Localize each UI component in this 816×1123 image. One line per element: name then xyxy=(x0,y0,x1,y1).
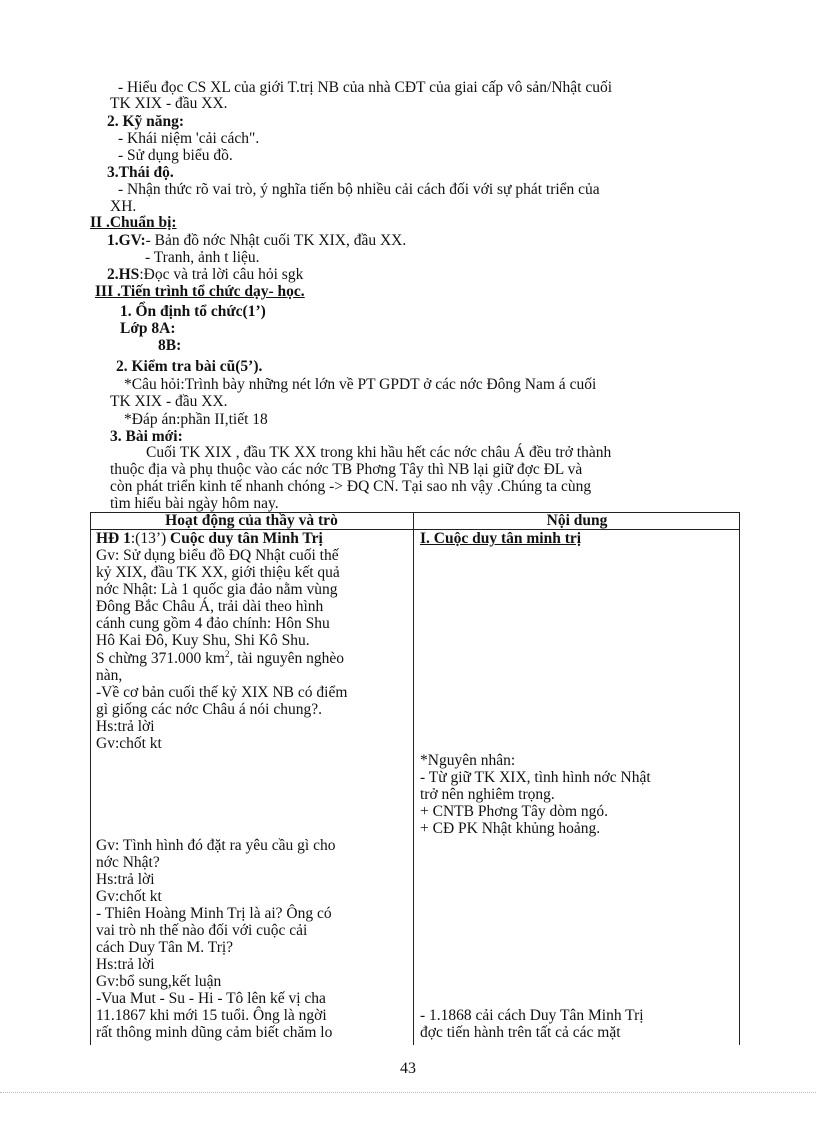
activity-line: Hô Kai Đô, Kuy Shu, Shi Kô Shu. xyxy=(96,632,310,649)
class-8a: Lớp 8A: xyxy=(120,320,176,337)
attitude-heading: 3.Thái độ. xyxy=(107,164,174,181)
activity-line: kỷ XIX, đầu TK XX, giới thiệu kết quả xyxy=(96,564,340,581)
new-lesson-line-1: Cuối TK XIX , đầu TK XX trong khi hầu hết các nớc châu Á đều trở thành xyxy=(146,444,612,461)
area-suffix: , tài nguyên nghèo xyxy=(229,650,344,667)
activity-line: cánh cung gồm 4 đảo chính: Hôn Shu xyxy=(96,615,330,632)
table-header-content: Nội dung xyxy=(546,512,608,529)
prep-hs-row xyxy=(107,266,303,283)
content-line: + CĐ PK Nhật khủng hoảng. xyxy=(420,820,601,837)
activity-1-title: Cuộc duy tân Minh Trị xyxy=(170,530,323,547)
prep-heading: II .Chuẩn bị: xyxy=(90,214,177,231)
activity-line: - Thiên Hoàng Minh Trị là ai? Ông có xyxy=(96,905,332,922)
activity-line: Gv: Tình hình đó đặt ra yêu cầu gì cho xyxy=(96,837,336,854)
new-lesson-line-3: còn phát triển kinh tế nhanh chóng -> ĐQ CN. Tại sao nh vậy .Chúng ta cùng xyxy=(110,478,592,495)
prep-hs-text: :Đọc và trả lời câu hỏi sgk xyxy=(139,266,304,283)
content-line: - Từ giữ TK XIX, tình hình nớc Nhật xyxy=(420,769,651,786)
new-lesson-line-2: thuộc địa và phụ thuộc vào các nớc TB Phơng Tây thì NB lại giữ đợc ĐL và xyxy=(110,461,583,478)
activity-1-label: HĐ 1 xyxy=(96,530,131,547)
activity-line: vai trò nh thế nào đối với cuộc cải xyxy=(96,922,308,939)
activity-line: Hs:trả lời xyxy=(96,871,155,888)
activity-1-heading xyxy=(96,531,323,547)
activity-line: Đông Bắc Châu Á, trải dài theo hình xyxy=(96,598,324,615)
intro-line-1: - Hiểu đọc CS XL của giới T.trị NB của nhà CĐT của giai cấp vô sản/Nhật cuối xyxy=(118,79,613,96)
activity-line: nàn, xyxy=(96,667,123,684)
footer-rule xyxy=(0,1092,816,1093)
attitude-line-2: XH. xyxy=(110,198,137,215)
area-prefix: S chừng 371.000 km xyxy=(96,650,225,667)
skills-item-1: - Khái niệm 'cải cách". xyxy=(118,130,260,147)
attitude-line-1: - Nhận thức rõ vai trò, ý nghĩa tiến bộ nhiều cải cách đối với sự phát triển của xyxy=(118,181,600,198)
activity-line: gì giống các nớc Châu á nói chung?. xyxy=(96,701,322,718)
content-line: - 1.1868 cải cách Duy Tân Minh Trị xyxy=(420,1007,644,1024)
new-lesson-heading: 3. Bài mới: xyxy=(110,428,183,445)
content-line: trở nên nghiêm trọng. xyxy=(420,786,555,803)
activity-line: cách Duy Tân M. Trị? xyxy=(96,939,234,956)
activity-line: nớc Nhật? xyxy=(96,854,160,871)
activity-line: rất thông minh dũng cảm biết chăm lo xyxy=(96,1024,333,1041)
content-section-heading: I. Cuộc duy tân minh trị xyxy=(420,530,582,547)
skills-item-2: - Sử dụng biểu đồ. xyxy=(118,147,233,164)
answer-line: *Đáp án:phần II,tiết 18 xyxy=(124,411,268,428)
question-line-2: TK XIX - đầu XX. xyxy=(110,393,228,410)
question-line-1: *Câu hỏi:Trình bày những nét lớn về PT GPDT ở các nớc Đông Nam á cuối xyxy=(124,376,597,393)
prep-gv-line-2: - Tranh, ảnh t liệu. xyxy=(145,249,260,266)
activity-line: -Vua Mut - Su - Hi - Tô lên kế vị cha xyxy=(96,990,326,1007)
table-header-activities: Hoạt động của thầy và trò xyxy=(165,512,338,529)
org-heading: 1. Ổn định tổ chức(1’) xyxy=(120,303,266,320)
check-heading: 2. Kiểm tra bài cũ(5’). xyxy=(116,358,263,375)
process-heading: III .Tiến trình tổ chức dạy- học. xyxy=(95,283,305,300)
content-line: đợc tiến hành trên tất cả các mặt xyxy=(420,1024,621,1041)
new-lesson-line-4: tìm hiểu bài ngày hôm nay. xyxy=(110,495,279,512)
prep-gv-row xyxy=(107,232,406,249)
activity-line: Hs:trả lời xyxy=(96,956,155,973)
prep-gv-label: 1.GV: xyxy=(107,232,146,249)
prep-gv-line-1: - Bản đồ nớc Nhật cuối TK XIX, đầu XX. xyxy=(145,232,407,249)
table-column-divider xyxy=(413,512,414,1045)
activity-area-line xyxy=(96,648,344,667)
activity-line: -Về cơ bản cuối thế kỷ XIX NB có điểm xyxy=(96,684,348,701)
activity-line: 11.1867 khi mới 15 tuổi. Ông là ngời xyxy=(96,1007,327,1024)
page-number: 43 xyxy=(400,1060,416,1077)
activity-line: Hs:trả lời xyxy=(96,718,155,735)
skills-heading: 2. Kỹ năng: xyxy=(107,113,185,130)
activity-line: Gv:chốt kt xyxy=(96,888,162,905)
activity-line: Gv:bổ sung,kết luận xyxy=(96,973,222,990)
class-8b: 8B: xyxy=(158,337,182,354)
activity-1-time: :(13’) xyxy=(130,530,171,547)
content-line: *Nguyên nhân: xyxy=(420,752,516,769)
activity-line: nớc Nhật: Là 1 quốc gia đảo nằm vùng xyxy=(96,581,338,598)
activity-line: Gv: Sử dụng biểu đồ ĐQ Nhật cuối thế xyxy=(96,547,339,564)
area-superscript: 2 xyxy=(224,648,230,659)
content-line: + CNTB Phơng Tây dòm ngó. xyxy=(420,803,609,820)
intro-line-2: TK XIX - đầu XX. xyxy=(110,95,228,112)
prep-hs-label: 2.HS xyxy=(107,266,140,283)
activity-line: Gv:chốt kt xyxy=(96,735,162,752)
